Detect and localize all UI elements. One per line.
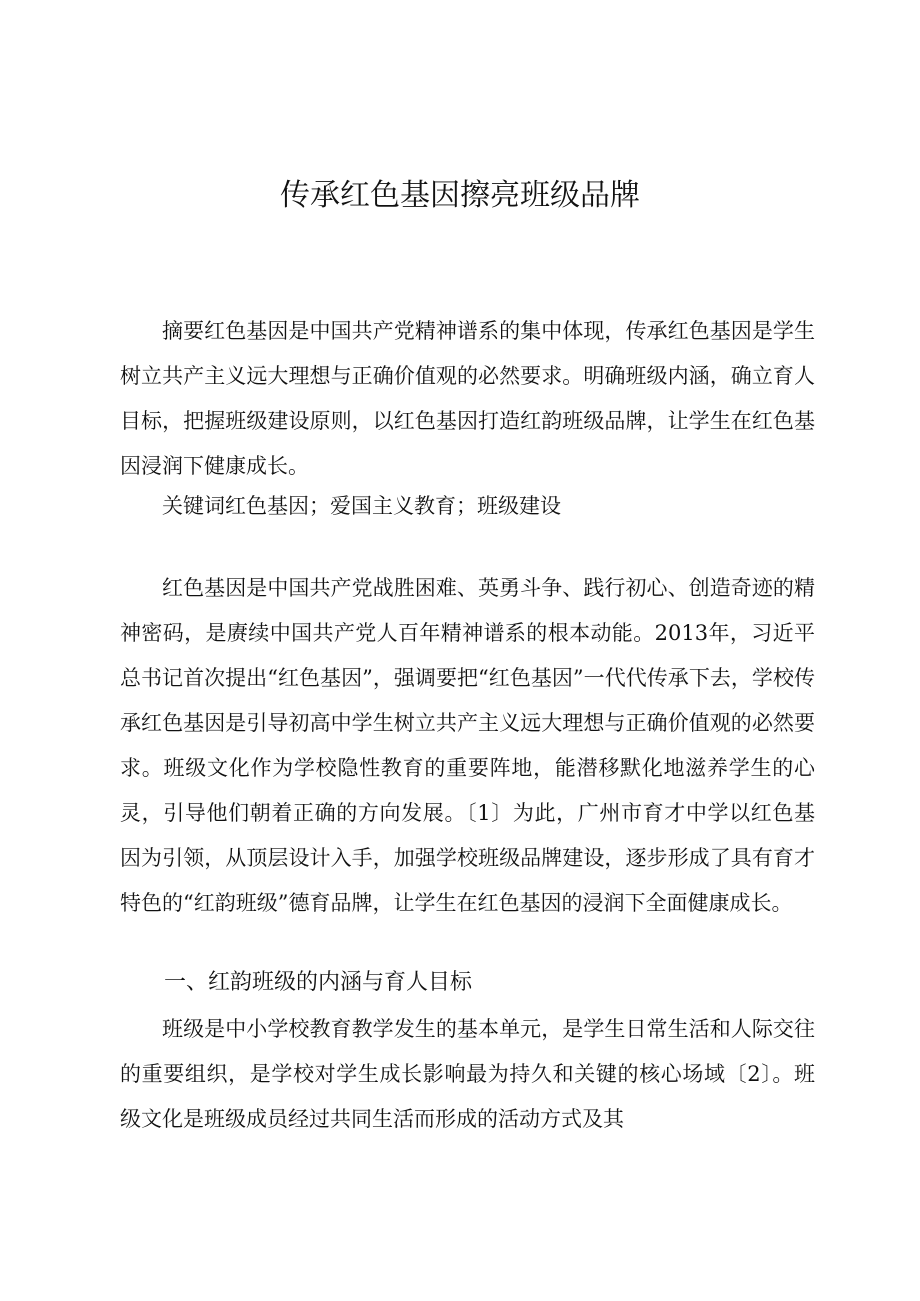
- section-heading: [120, 960, 815, 1005]
- keywords-paragraph: 关键词红色基因；爱国主义教育；班级建设: [162, 494, 561, 518]
- keywords-section: [120, 484, 815, 529]
- body-paragraph-1: 红色基因是中国共产党战胜困难、英勇斗争、践行初心、创造奇迹的精神密码，是赓续中国共产党人百年精神谱系的根本动能。2013年，习近平总书记首次提出“红色基因”，强调要把“红色基因”一代代传承下去，学校传承红色基因是引导初高中学生树立共产主义远大理想与正确价值观的必然要求。班级文化作为学校隐性教育的重要阵地，能潜移默化地滋养学生的心灵，引导他们朝着正确的方向发展。〔1〕为此，广州市育才中学以红色基因为引领，从顶层设计入手，加强学校班级品牌建设，逐步形成了具有育才特色的“红韵班级”德育品牌，让学生在红色基因的浸润下全面健康成长。: [120, 576, 815, 915]
- abstract-section: [120, 309, 815, 489]
- body-section-1: [120, 566, 815, 926]
- body-paragraph-2: 班级是中小学校教育教学发生的基本单元，是学生日常生活和人际交往的重要组织，是学校对学生成长影响最为持久和关键的核心场域〔2〕。班级文化是班级成员经过共同生活而形成的活动方式及其: [120, 1017, 815, 1131]
- body-section-2: [120, 1007, 815, 1142]
- section-heading-text: 一、红韵班级的内涵与育人目标: [164, 970, 473, 995]
- abstract-paragraph: 摘要红色基因是中国共产党精神谱系的集中体现，传承红色基因是学生树立共产主义远大理想与正确价值观的必然要求。明确班级内涵，确立育人目标，把握班级建设原则，以红色基因打造红韵班级品牌，让学生在红色基因浸润下健康成长。: [120, 319, 815, 478]
- document-title: 传承红色基因擦亮班级品牌: [280, 178, 640, 213]
